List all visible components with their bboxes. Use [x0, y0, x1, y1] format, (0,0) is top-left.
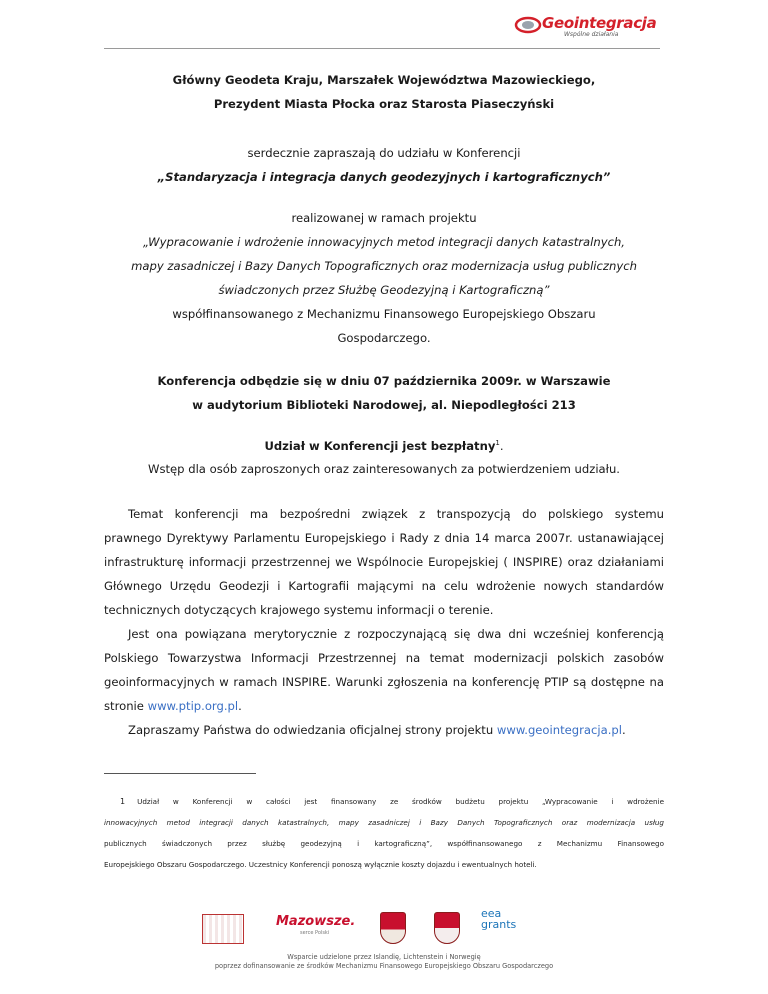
logo-text: Geointegracja — [542, 14, 657, 32]
hosts-line-2: Prezydent Miasta Płocka oraz Starosta Piaseczyński — [213, 97, 555, 111]
paragraph-1-line: technicznych dotyczących krajowego systemu informacji o terenie. — [104, 603, 494, 617]
paragraph-1-line: Temat konferencji ma bezpośredni związek z transpozycją do polskiego systemu — [128, 507, 664, 521]
footnote-divider — [104, 773, 256, 774]
paragraph-1-line: Głównego Urzędu Geodezji i Kartografii mającymi na celu wdrożenie nowych standardów — [104, 579, 664, 593]
paragraph-1-line: prawnego Dyrektywy Parlamentu Europejskiego i Rady z dnia 14 marca 2007r. ustanawiającej — [104, 531, 664, 545]
hosts-line-1: Główny Geodeta Kraju, Marszałek Województwa Mazowieckiego, — [172, 73, 596, 87]
geointegracja-link[interactable]: www.geointegracja.pl — [496, 723, 622, 737]
paragraph-3-suffix: . — [621, 723, 626, 737]
mazowsze-tagline: serce Polski — [300, 930, 330, 936]
conference-venue: w audytorium Biblioteki Narodowej, al. Niepodległości 213 — [192, 398, 576, 412]
free-participation-text: Udział w Konferencji jest bezpłatny — [264, 439, 496, 453]
eea-grants-logo — [481, 908, 516, 930]
footnote-line-2: innowacyjnych metod integracji danych katastralnych, mapy zasadniczej i Bazy Danych Topograficznych oraz modernizacja usług — [104, 818, 664, 827]
mazowsze-logo: Mazowsze. — [276, 914, 356, 929]
support-line-2: poprzez dofinansowanie ze środków Mechanizmu Finansowego Europejskiego Obszaru Gospodarczego — [214, 962, 554, 970]
footnote-line-1 — [120, 797, 664, 806]
logo-tagline: Wspólne działania — [564, 31, 619, 38]
paragraph-1-line: infrastrukturę informacji przestrzennej we Wspólnocie Europejskiej ( INSPIRE) oraz działaniami — [104, 555, 664, 569]
piaseczno-coat-of-arms-icon — [434, 912, 460, 944]
footnote-ref[interactable]: 1 — [495, 439, 500, 448]
footnote-text-1: Udział w Konferencji w całości jest finansowany ze środków budżetu projektu „Wypracowanie i wdrożenie — [137, 797, 664, 806]
support-line-1: Wsparcie udzielone przez Islandię, Lichtenstein i Norwegię — [287, 953, 481, 961]
eea-logo-line-1: eea — [481, 907, 502, 920]
ptip-link[interactable]: www.ptip.org.pl — [147, 699, 239, 713]
institution-logo — [202, 914, 244, 944]
invite-line: serdecznie zapraszają do udziału w Konferencji — [247, 146, 521, 160]
paragraph-3 — [128, 723, 664, 737]
paragraph-2-line — [104, 699, 664, 713]
footnote-line-3: publicznych świadczonych przez służbę geodezyjną i kartograficzną”, współfinansowanego z Mechanizmu Finansowego — [104, 839, 664, 848]
free-participation — [60, 439, 708, 453]
plock-coat-of-arms-icon — [380, 912, 406, 944]
funding-line-2: Gospodarczego. — [337, 331, 431, 345]
paragraph-2-line: geoinformacyjnych w ramach INSPIRE. Warunki zgłoszenia na konferencję PTIP są dostępne na — [104, 675, 664, 689]
sponsor-logos — [0, 900, 768, 944]
geointegracja-logo — [508, 14, 658, 38]
paragraph-2-suffix: . — [238, 699, 242, 713]
project-intro: realizowanej w ramach projektu — [291, 211, 477, 225]
free-participation-dot: . — [499, 439, 504, 453]
conference-title: „Standaryzacja i integracja danych geodezyjnych i kartograficznych” — [157, 170, 611, 184]
funding-line-1: współfinansowanego z Mechanizmu Finansowego Europejskiego Obszaru — [172, 307, 596, 321]
globe-swoosh-icon — [508, 14, 542, 36]
footnote-number: 1 — [120, 797, 126, 806]
footnote-line-4: Europejskiego Obszaru Gospodarczego. Uczestnicy Konferencji ponoszą wyłącznie koszty dojazdu i ewentualnych hoteli. — [104, 860, 537, 869]
entry-info: Wstęp dla osób zaproszonych oraz zainteresowanych za potwierdzeniem udziału. — [148, 462, 620, 476]
project-title-line-1: „Wypracowanie i wdrożenie innowacyjnych metod integracji danych katastralnych, — [143, 235, 625, 249]
project-title-line-3: świadczonych przez Służbę Geodezyjną i Kartograficzną” — [218, 283, 550, 297]
paragraph-2-prefix: stronie — [104, 699, 148, 713]
conference-date: Konferencja odbędzie się w dniu 07 października 2009r. w Warszawie — [157, 374, 611, 388]
paragraph-3-prefix: Zapraszamy Państwa do odwiedzania oficjalnej strony projektu — [128, 723, 497, 737]
eea-logo-line-2: grants — [481, 918, 517, 931]
project-title-line-2: mapy zasadniczej i Bazy Danych Topograficznych oraz modernizacja usług publicznych — [131, 259, 637, 273]
paragraph-2-line: Polskiego Towarzystwa Informacji Przestrzennej na temat modernizacji polskich zasobów — [104, 651, 664, 665]
paragraph-2-line: Jest ona powiązana merytorycznie z rozpoczynającą się dwa dni wcześniej konferencją — [128, 627, 664, 641]
header-divider — [104, 48, 660, 49]
